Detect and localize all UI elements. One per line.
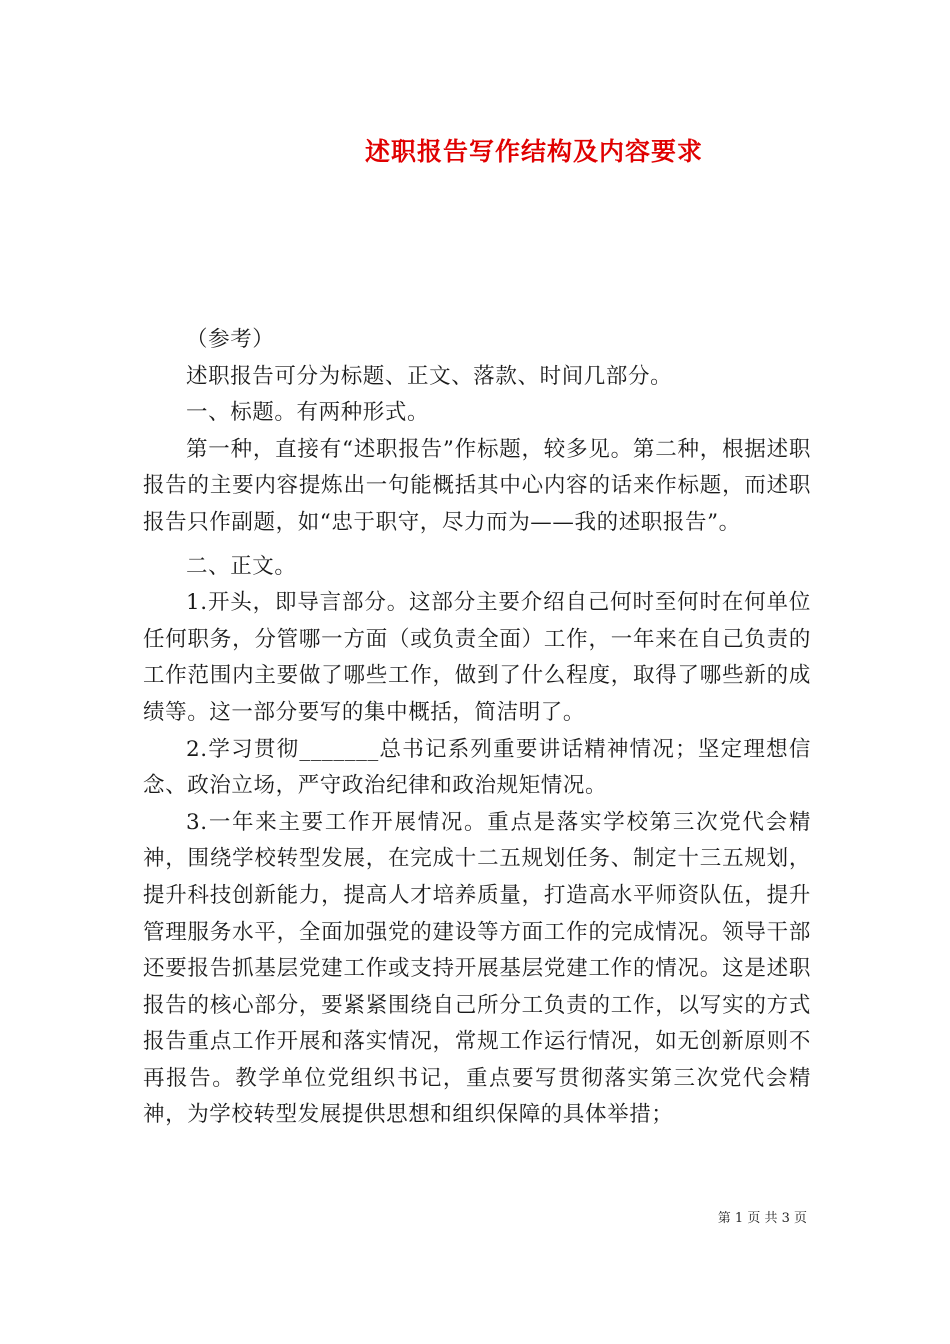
page-number-footer: 第 1 页 共 3 页 [717,1211,807,1226]
document-title: 述职报告写作结构及内容要求 [364,137,703,166]
paragraph-title-forms: 第一种，直接有“述职报告”作标题，较多见。第二种，根据述职报告的主要内容提炼出一句能概括其中心内容的话来作标题，而述职报告只作副题，如“忠于职守，尽力而为——我的述职报告”。 [143,436,811,535]
heading-body-section: 二、正文。 [186,553,297,579]
heading-title-section: 一、标题。有两种形式。 [186,400,430,426]
paragraph-reference: （参考） [186,327,275,352]
document-body [143,322,811,1134]
paragraph-opening: 1.开头，即导言部分。这部分主要介绍自己何时至何时在何单位任何职务，分管哪一方面（或负责全面）工作，一年来在自己负责的工作范围内主要做了哪些工作，做到了什么程度，取得了哪些新的成绩等。这一部分要写的集中概括，简洁明了。 [143,590,811,725]
paragraph-intro: 述职报告可分为标题、正文、落款、时间几部分。 [186,363,673,389]
paragraph-main-work: 3.一年来主要工作开展情况。重点是落实学校第三次党代会精神，围绕学校转型发展，在完成十二五规划任务、制定十三五规划，提升科技创新能力，提高人才培养质量，打造高水平师资队伍，提升管理服务水平，全面加强党的建设等方面工作的完成情况。领导干部还要报告抓基层党建工作或支持开展基层党建工作的情况。这是述职报告的核心部分，要紧紧围绕自己所分工负责的工作，以写实的方式报告重点工作开展和落实情况，常规工作运行情况，如无创新原则不再报告。教学单位党组织书记，重点要写贯彻落实第三次党代会精神，为学校转型发展提供思想和组织保障的具体举措； [143,809,811,1128]
paragraph-study: 2.学习贯彻_______总书记系列重要讲话精神情况；坚定理想信念、政治立场，严守政治纪律和政治规矩情况。 [143,736,811,799]
